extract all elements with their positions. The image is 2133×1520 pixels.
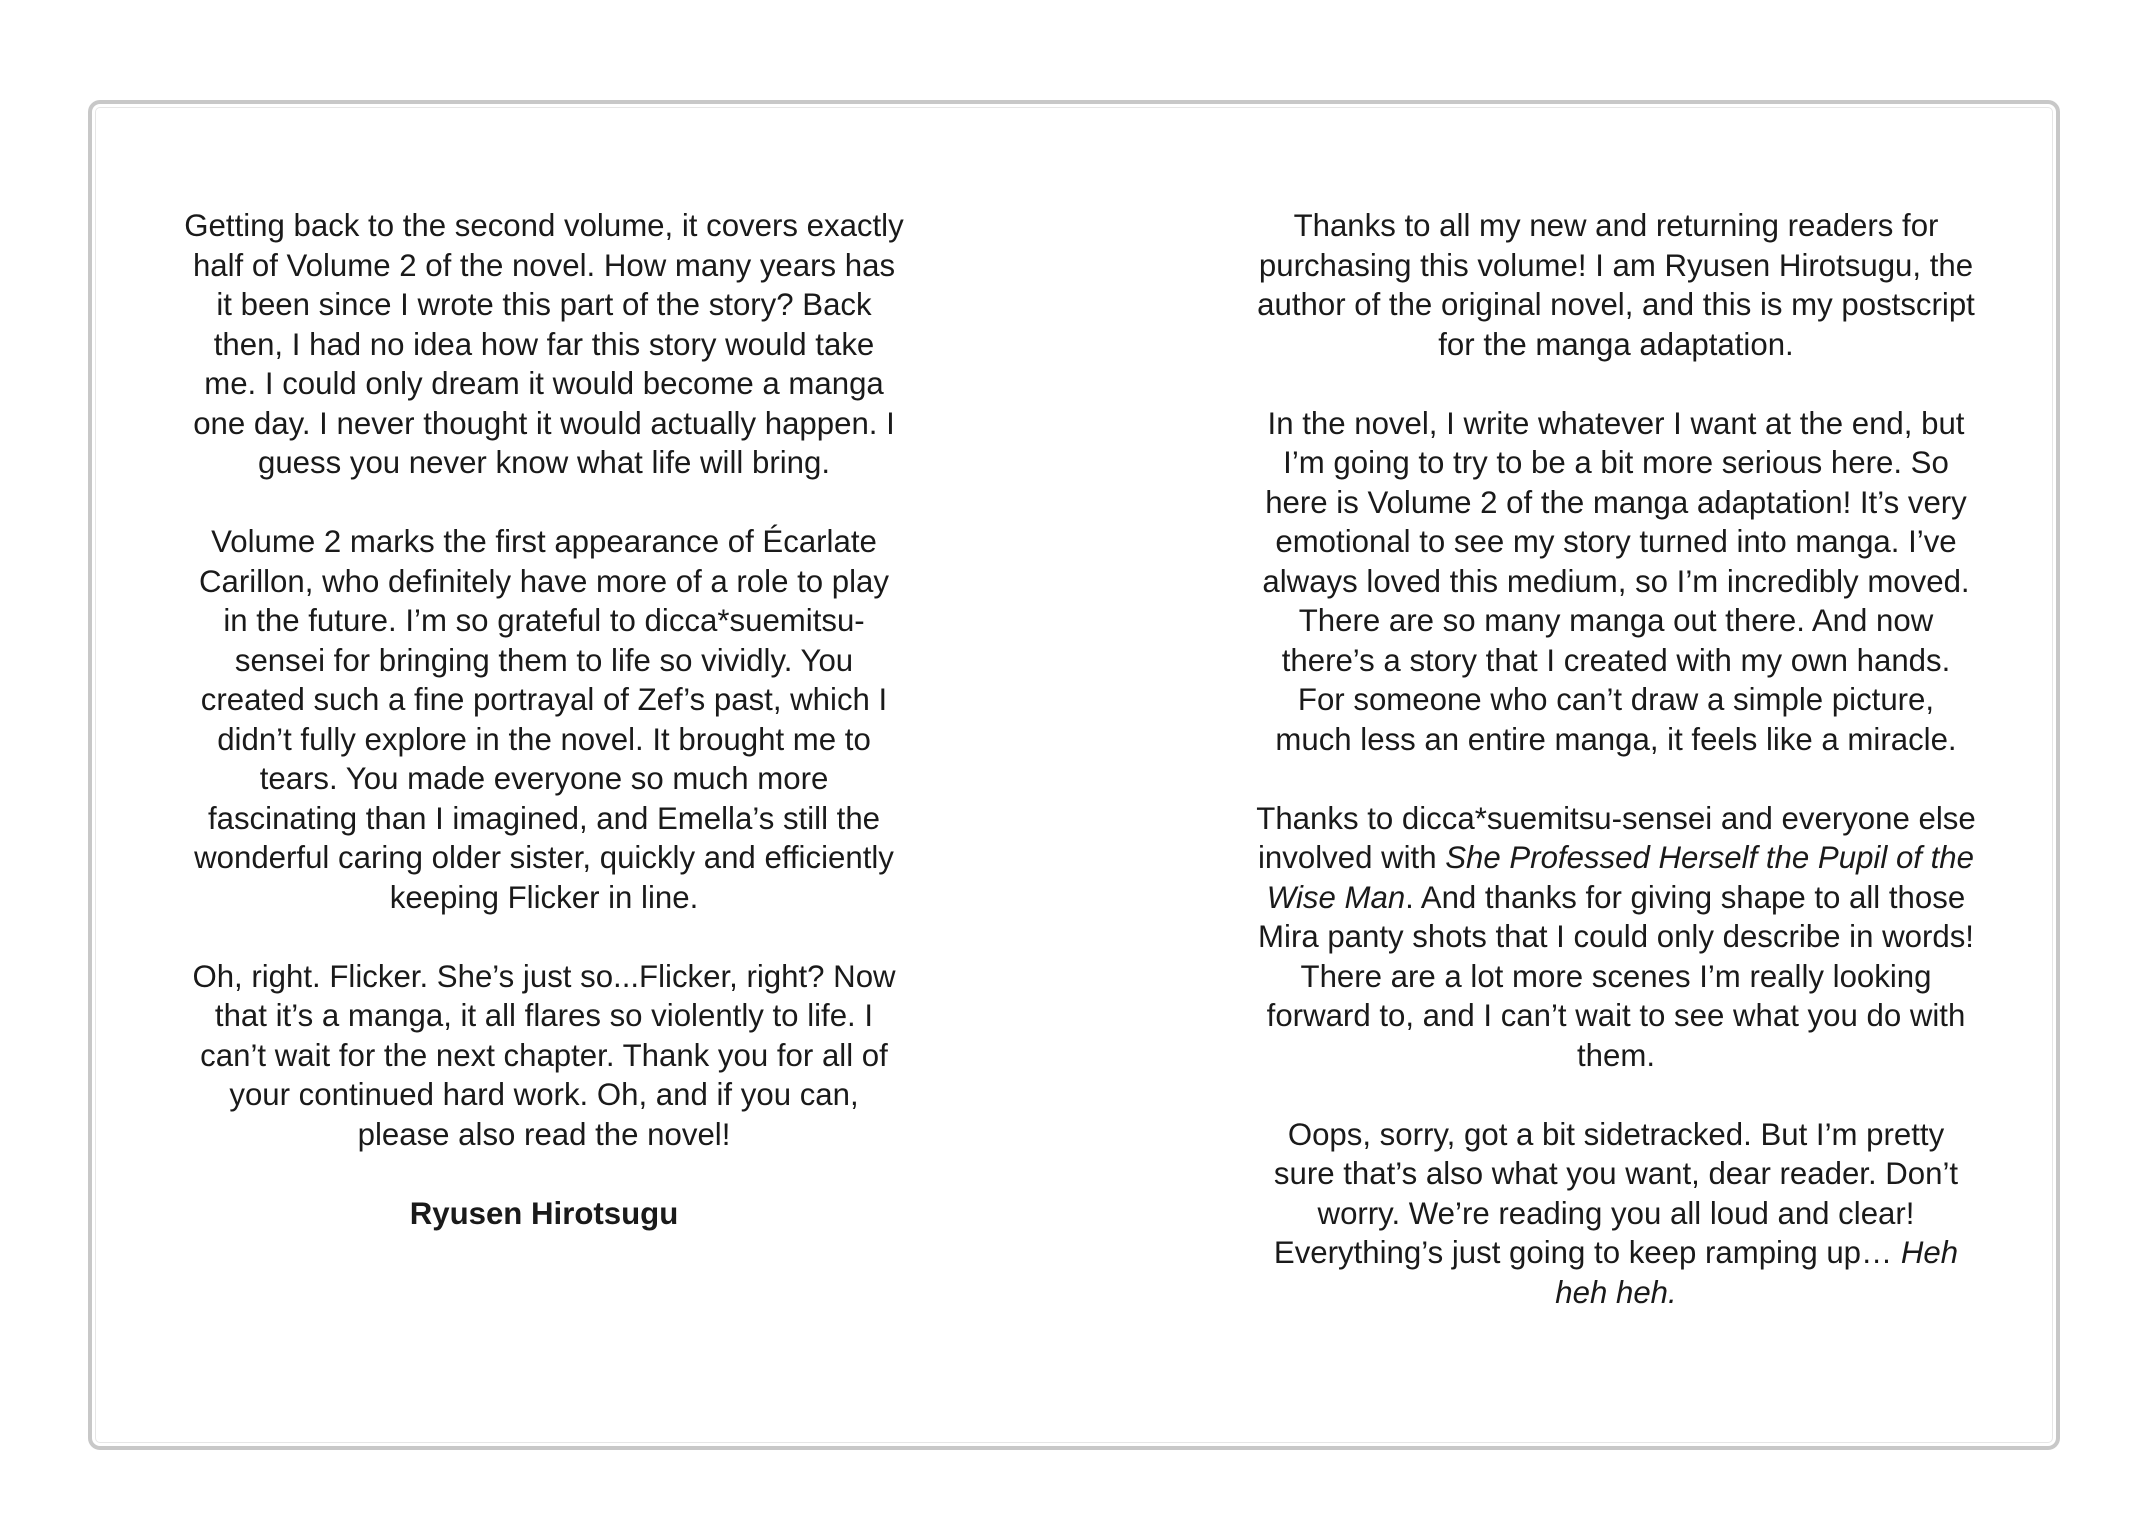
- right-column: [1256, 206, 1976, 1352]
- page-frame: [88, 100, 2060, 1450]
- left-paragraph-3: Oh, right. Flicker. She’s just so...Flicker, right? Now that it’s a manga, it all flares so violently to life. I can’t wait for the next chapter. Thank you for all of your continued hard work. Oh, and if you can, please also read the novel!: [192, 958, 896, 1152]
- right-paragraph-4-text: Oops, sorry, got a bit sidetracked. But I’m pretty sure that’s also what you want, dear reader. Don’t worry. We’re reading you all loud and clear! Everything’s just going to keep ramping up…: [1273, 1116, 1959, 1270]
- author-signature: Ryusen Hirotsugu: [409, 1195, 679, 1231]
- right-paragraph-2: In the novel, I write whatever I want at the end, but I’m going to try to be a bit more serious here. So here is Volume 2 of the manga adaptation! It’s very emotional to see my story turned into manga. I’ve always loved this medium, so I’m incredibly moved. There are so many manga out there. And now there’s a story that I created with my own hands. For someone who can’t draw a simple picture, much less an entire manga, it feels like a miracle.: [1262, 405, 1970, 757]
- right-paragraph-3-start: Thanks to dicca*suemitsu-sensei and everyone else involved with: [1256, 800, 1976, 875]
- right-paragraph-4-italic-end: Heh heh heh.: [1555, 1235, 1959, 1310]
- right-paragraph-1: Thanks to all my new and returning readers for purchasing this volume! I am Ryusen Hirotsugu, the author of the original novel, and this is my postscript for the manga adaptation.: [1257, 208, 1975, 362]
- left-paragraph-2: Volume 2 marks the first appearance of Écarlate Carillon, who definitely have more of a role to play in the future. I’m so grateful to dicca*suemitsu-sensei for bringing them to life so vividly. You created such a fine portrayal of Zef’s past, which I didn’t fully explore in the novel. It brought me to tears. You made everyone so much more fascinating than I imagined, and Emella’s still the wonderful caring older sister, quickly and efficiently keeping Flicker in line.: [194, 524, 894, 915]
- right-paragraph-3: [1256, 799, 1976, 1076]
- right-paragraph-4: [1256, 1115, 1976, 1313]
- left-paragraph-1: Getting back to the second volume, it covers exactly half of Volume 2 of the novel. How many years has it been since I wrote this part of the story? Back then, I had no idea how far this story would take me. I could only dream it would become a manga one day. I never thought it would actually happen. I guess you never know what life will bring.: [184, 208, 904, 480]
- left-column: [184, 206, 904, 1233]
- series-title: She Professed Herself the Pupil of the Wise Man: [1266, 840, 1974, 915]
- right-paragraph-3-end: . And thanks for giving shape to all those Mira panty shots that I could only describe in words! There are a lot more scenes I’m really looking forward to, and I can’t wait to see what you do with them.: [1258, 879, 1974, 1073]
